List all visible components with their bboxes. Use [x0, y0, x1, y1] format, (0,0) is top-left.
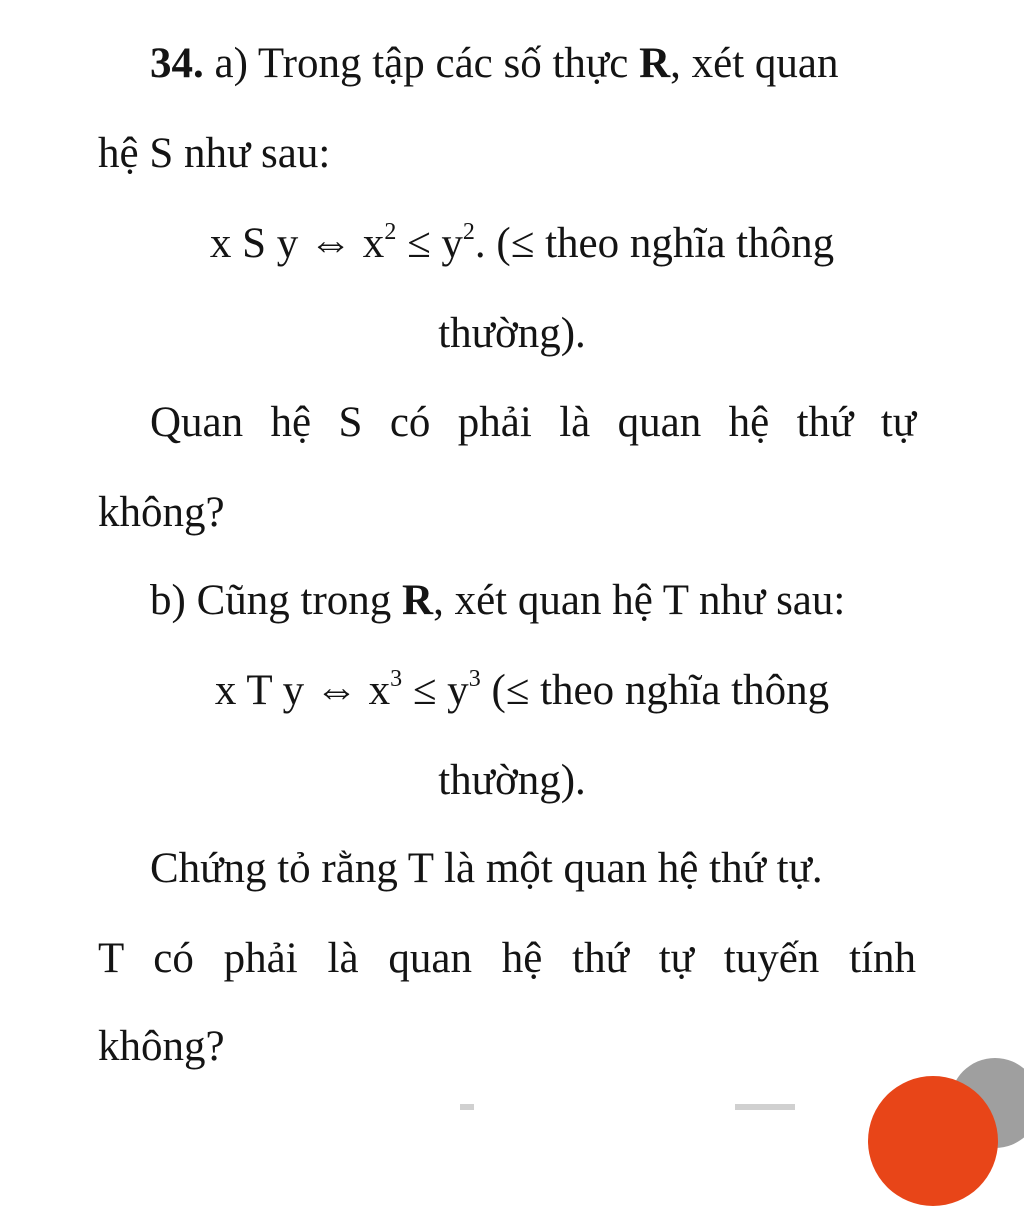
formula-t: x T y ⇔ $x^3 \le y^3$ (≤ theo nghĩa thông [214, 666, 830, 714]
cutoff-text-fragment [735, 1104, 795, 1110]
line-a1: 34. a) Trong tập các số thực R, xét quan [150, 40, 839, 87]
line-a6: không? [98, 489, 225, 536]
line-a4: thường). [438, 310, 586, 357]
cutoff-text-fragment [460, 1104, 474, 1110]
floating-action-button[interactable] [868, 1076, 998, 1206]
line-b4: Chứng tỏ rằng T là một quan hệ thứ tự. [150, 845, 823, 892]
line-a5: Quan hệ S có phải là quan hệ thứ tự [150, 399, 916, 446]
line-b5: T có phải là quan hệ thứ tự tuyến tính [98, 935, 916, 982]
problem-number: 34. [150, 40, 204, 87]
formula-s: x S y ⇔ $x^2 \le y^2$. (≤ theo nghĩa thông [209, 219, 835, 267]
line-b6: không? [98, 1023, 225, 1070]
line-a2: hệ S như sau: [98, 130, 331, 177]
line-b1: b) Cũng trong R, xét quan hệ T như sau: [150, 577, 846, 624]
line-b3: thường). [438, 757, 586, 804]
